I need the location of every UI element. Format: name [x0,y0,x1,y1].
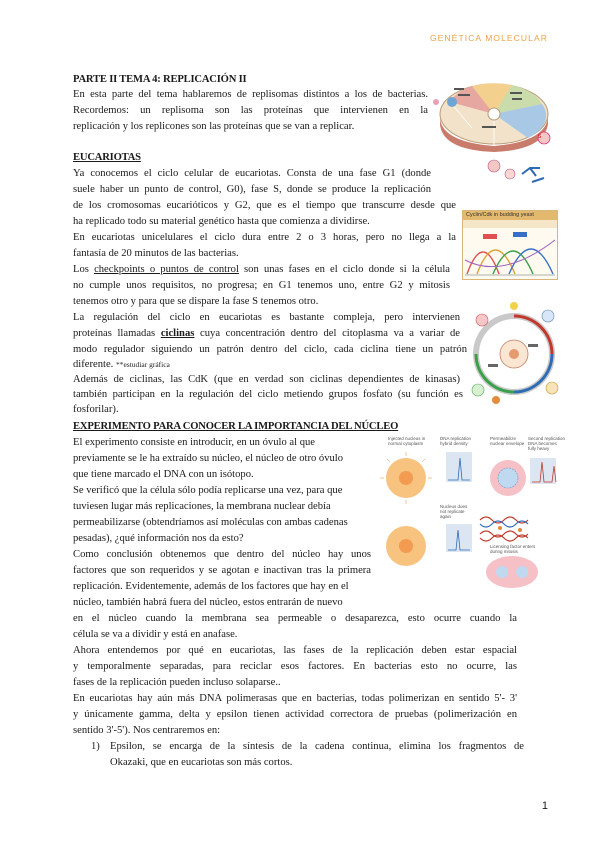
checkpoints-post: son unas fases en el ciclo donde si la célula [238,264,450,275]
intro-line-1: En esta parte del tema hablaremos de replisomas distintos a los de bacterias. [73,89,428,100]
cyclin-cdk-cycle-figure [466,298,560,408]
exp-fig-label-1: Injected nucleus in normal cytoplasm [388,436,426,446]
density-plot-3 [530,458,556,484]
regulation-line-2 [73,327,460,340]
regulation-post: cuya concentración dentro del citoplasma va a variar de [194,328,461,339]
exp-line-16: fases de la replicación pueden incluso solaparse.. [73,677,281,688]
euk-line-4: ha replicado todo su material genético hasta que comienza a dividirse. [73,216,370,227]
blue-cell-icon [447,97,457,107]
exp-line-10: replicación. Evidentemente, además de los factores que hay en el [73,581,349,592]
exp-line-13: célula se va a dividir y está en anafase. [73,629,238,640]
checkpoints-line-1 [73,263,450,276]
term-ciclinas: ciclinas [160,328,195,339]
poly-line-3: sentido 3'-5'). Nos centraremos en: [73,725,221,736]
header-course: GENÉTICA MOLECULAR [429,33,548,43]
exp-fig-label-2: Permeabilize nuclear envelope [490,436,525,446]
checkpoints-link[interactable]: checkpoints o puntos de control [94,264,239,275]
exp-line-6: permeabilizarse (obtendríamos así moléculas con ambas cadenas [73,517,348,528]
regulation-line-6: también participan en la regulación del ciclo metiendo grupos fosfato (su función es [73,389,463,400]
list-item-1-number: 1) [91,741,100,752]
nucleus-experiment-figure [380,432,566,592]
density-plot-1 [446,452,472,482]
regulation-pre: proteínas llamadas [73,328,161,339]
exp-line-14: Ahora entendemos por qué en eucariotas, las fases de la replicación deben estar espacial [73,645,517,656]
regulation-line-4 [73,358,170,371]
cyclin-curve-2 [477,250,515,274]
exp-line-7: pesadas), ¿qué información nos da esto? [73,533,244,544]
permeabilized-cell [490,460,526,496]
exp-line-11: núcleo, también habrá fuera del núcleo, estos entrarán de nuevo [73,597,343,608]
exp-line-4: Se verificó que la célula sólo podía replicarse una vez, para que [73,485,343,496]
regulation-line-3: modo regulador siguiendo un patrón dentro del ciclo, cada ciclina tiene un patrón [73,344,467,355]
regulation-diferente: diferente. [73,359,116,370]
exp-line-9: factores que son requeridos y se agotan e inactivan tras la primera [73,565,371,576]
checkpoints-pre: Los [73,264,95,275]
exp-fig-label-3: Second replication DNA becomes fully heavy [528,436,566,451]
svg-text:S: S [538,134,542,140]
study-note: **estudiar gráfica [115,360,170,369]
density-plot-2 [446,524,472,552]
heading-eucariotas: EUCARIOTAS [73,152,141,163]
regulation-line-5: Además de ciclinas, las CdK (que en verdad son ciclinas dependientes de kinasas) [73,374,460,385]
list-item-1-line-1: Epsilon, se encarga de la síntesis de la cadena continua, elimina los fragmentos de [110,741,524,752]
experiment-drawings [380,432,566,592]
euk-line-6: fantasía de 20 minutos de las bacterias. [73,248,239,259]
heading-main: PARTE II TEMA 4: REPLICACIÓN II [73,74,247,85]
euk-line-5: En eucariotas unicelulares el ciclo dura entre 2 o 3 horas, pero no llega a la [73,232,456,243]
egg-cell-2 [382,510,426,566]
exp-line-15: y temporalmente separadas, para reciclar esos factores. En bacterias esto no ocurre, las [73,661,517,672]
checkpoints-line-3: tenemos otro y para que se dispare la fase S tenemos otro. [73,296,319,307]
egg-cell-1 [380,452,432,504]
mitosis-cells [486,556,538,588]
chromosome-icon [522,168,544,182]
cyclin-curves [463,220,557,278]
intro-line-3: replicación y los replicones son las proteínas que se van a replicar. [73,121,355,132]
intro-line-2: Recordemos: un replisoma son las proteínas que intervienen en la [73,105,428,116]
checkpoints-line-2: no cumple unos requisitos, no progresa; en G1 tenemos uno, entre G2 y mitosis [73,280,450,291]
poly-line-1: En eucariotas hay aún más DNA polimerasas que en bacterias, todas polimerizan en sentido 5'- 3' [73,693,517,704]
euk-line-2: suele haber un punto de control, G0), fase S, donde se produce la replicación [73,184,431,195]
exp-line-1: El experimento consiste en introducir, en un óvulo al que [73,437,315,448]
cycle-center [488,108,500,120]
exp-line-3: que tiene marcado el DNA con un isótopo. [73,469,254,480]
cyclin-graph-title: Cyclin/Cdk in budding yeast [463,211,557,220]
exp-line-12: en el núcleo cuando la membrana sea permeable o desaparezca, esto ocurre cuando la [73,613,517,624]
exp-fig-label-4: DNA replication hybrid density [440,436,472,446]
regulation-line-7: fosforilar). [73,404,119,415]
euk-line-3: de los cromosomas eucarióticos y G2, que es el tiempo que transcurre desde que [73,200,456,211]
heading-experimento: EXPERIMENTO PARA CONOCER LA IMPORTANCIA DEL NÚCLEO [73,421,399,432]
dna-strands [480,517,528,541]
exp-fig-label-6: Licensing factor enters during mitosis [490,544,536,554]
cell-icon-bottom [488,160,500,172]
exp-line-2: previamente se le ha extraído su núcleo, el núcleo de otro óvulo [73,453,344,464]
poly-line-2: y únicamente gamma, delta y epsilon tienen actividad correctora de pruebas (polimerización en [73,709,517,720]
euk-line-1: Ya conocemos el ciclo celular de eucariotas. Consta de una fase G1 (donde [73,168,431,179]
regulation-line-1: La regulación del ciclo en eucariotas es bastante compleja, pero intervienen [73,312,460,323]
exp-line-8: Como conclusión obtenemos que dentro del núcleo hay unos [73,549,371,560]
cell-cycle-replisome-figure [432,78,554,190]
cyclin-graph-figure [462,210,558,280]
exp-line-5: tuviesen lugar más replicaciones, la membrana nuclear debía [73,501,331,512]
page-number: 1 [541,800,548,812]
list-item-1-line-2: Okazaki, que en eucariotas son más cortos. [110,757,293,768]
exp-fig-label-5: Nucleus does not replicate again [440,504,468,519]
